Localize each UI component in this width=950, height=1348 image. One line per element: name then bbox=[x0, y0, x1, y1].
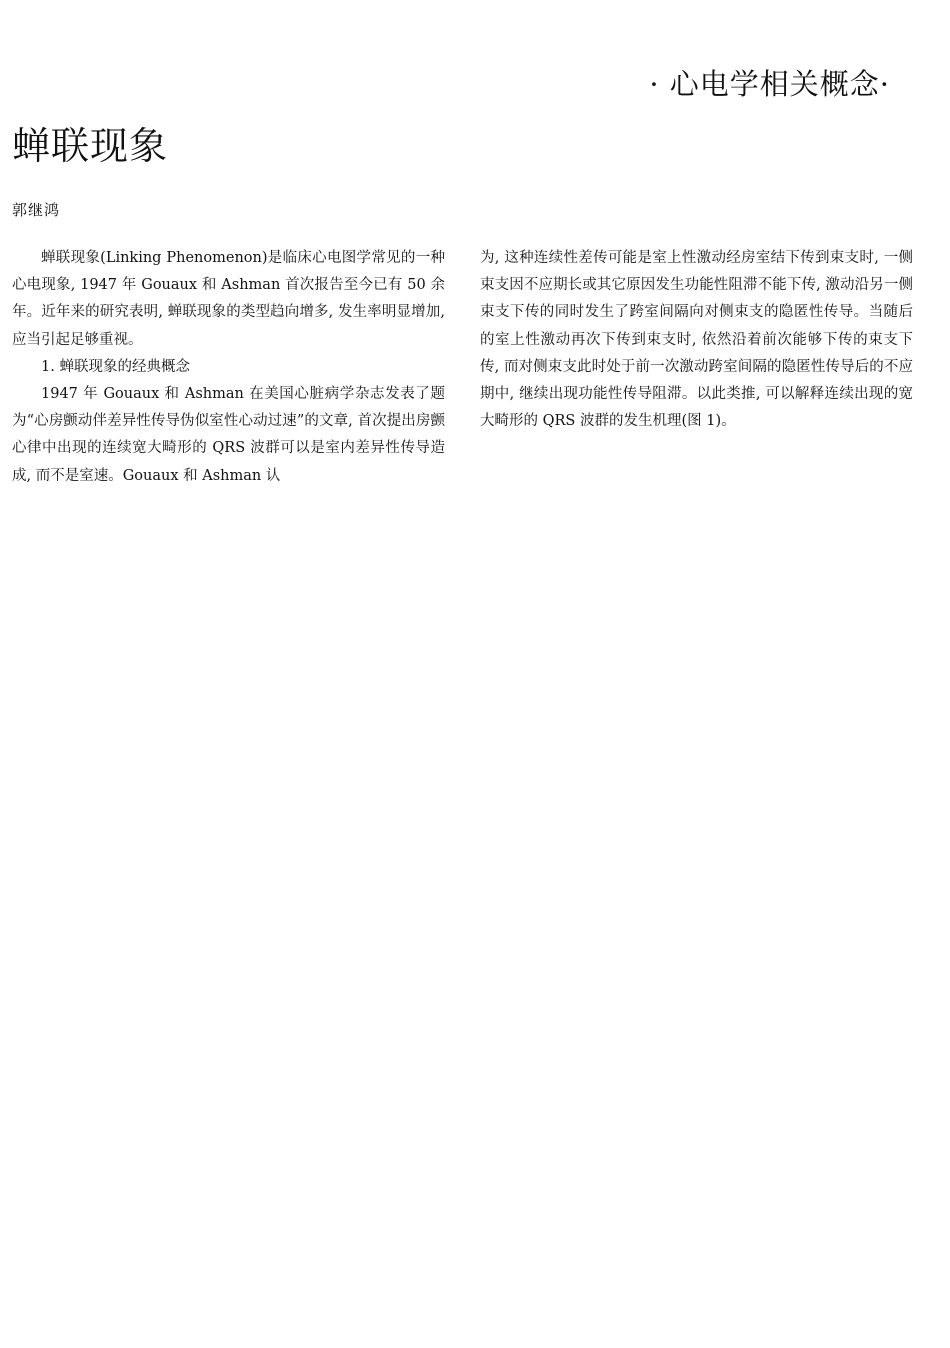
author-name: 郭继鸿 bbox=[12, 201, 61, 219]
right-column bbox=[480, 245, 913, 435]
section-heading: 1. 蝉联现象的经典概念 bbox=[41, 358, 190, 375]
body-paragraph: 1947 年 Gouaux 和 Ashman 在美国心脏病学杂志发表了题为“心房颤动伴差异性传导伪似室性心动过速”的文章, 首次提出房颤心律中出现的连续宽大畸形的 QRS 波群可以是室内差异性传导造成, 而不是室速。Gouaux 和 Ashman 认 bbox=[12, 386, 445, 484]
section-header: · 心电学相关概念· bbox=[649, 67, 890, 101]
article-title: 蝉联现象 bbox=[12, 124, 169, 168]
body-paragraph-continued: 为, 这种连续性差传可能是室上性激动经房室结下传到束支时, 一侧束支因不应期长或其它原因发生功能性阻滞不能下传, 激动沿另一侧束支下传的同时发生了跨室间隔向对侧束支的隐匿性传导。当随后的室上性激动再次下传到束支时, 依然沿着前次能够下传的束支下传, 而对侧束支此时处于前一次激动跨室间隔的隐匿性传导后的不应期中, 继续出现功能性传导阻滞。以此类推, 可以解释连续出现的宽大畸形的 QRS 波群的发生机理(图 1)。 bbox=[480, 250, 913, 430]
left-column bbox=[12, 245, 445, 490]
intro-paragraph: 蝉联现象(Linking Phenomenon)是临床心电图学常见的一种心电现象, 1947 年 Gouaux 和 Ashman 首次报告至今已有 50 余年。近年来的研究表明, 蝉联现象的类型趋向增多, 发生率明显增加, 应当引起足够重视。 bbox=[12, 250, 445, 348]
